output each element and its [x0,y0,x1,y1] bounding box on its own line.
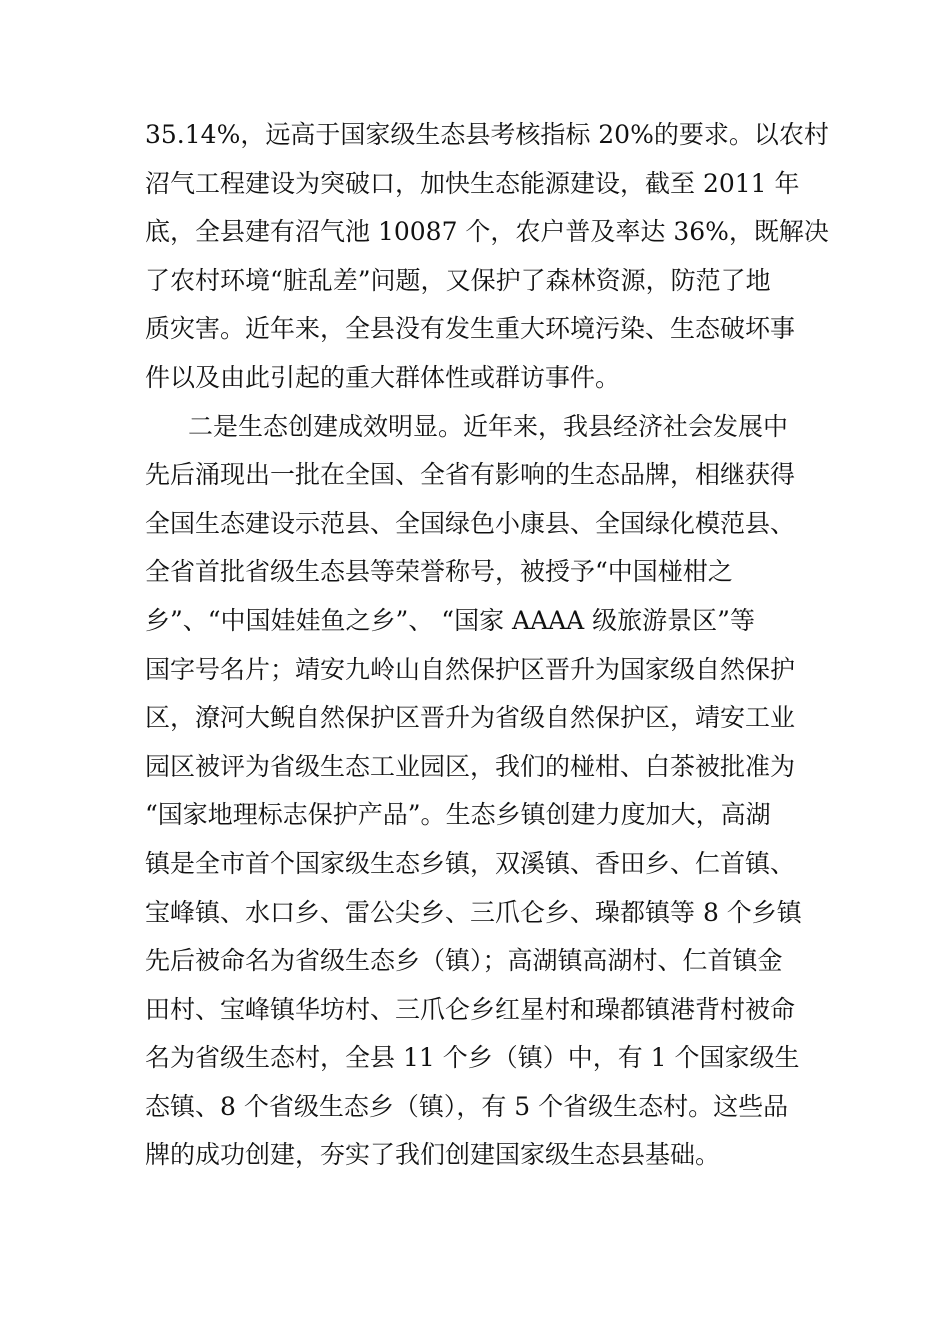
text-line: 先后被命名为省级生态乡（镇）；高湖镇高湖村、仁首镇金 [145,946,783,976]
text-line: 全国生态建设示范县、全国绿色小康县、全国绿化模范县、 [145,508,796,538]
document-body [145,111,829,1180]
text-line: 二是生态创建成效明显。近年来，我县经济社会发展中 [188,411,789,441]
text-line: 国字号名片；靖安九岭山自然保护区晋升为国家级自然保护 [145,654,796,684]
text-line: 质灾害。近年来，全县没有发生重大环境污染、生态破坏事 [145,314,796,344]
text-line: 35.14%，远高于国家级生态县考核指标 20%的要求。以农村 [145,120,829,149]
text-line: “国家地理标志保护产品”。生态乡镇创建力度加大，高湖 [145,800,771,830]
text-line: 宝峰镇、水口乡、雷公尖乡、三爪仑乡、璪都镇等 8 个乡镇 [145,897,802,927]
text-line: 了农村环境“脏乱差”问题，又保护了森林资源，防范了地 [145,265,771,295]
text-line: 区，潦河大鲵自然保护区晋升为省级自然保护区，靖安工业 [145,703,796,733]
text-line: 先后涌现出一批在全国、全省有影响的生态品牌，相继获得 [145,460,796,490]
paragraph-ecological-creation [145,403,810,1181]
text-line: 全省首批省级生态县等荣誉称号，被授予“中国椪柑之 [145,557,733,587]
text-line: 底，全县建有沼气池 10087 个，农户普及率达 36%，既解决 [145,217,829,247]
paragraph-pollution-control [145,111,829,403]
text-line: 田村、宝峰镇华坊村、三爪仑乡红星村和璪都镇港背村被命 [145,994,796,1024]
text-line: 镇是全市首个国家级生态乡镇，双溪镇、香田乡、仁首镇、 [145,848,796,878]
text-line: 沼气工程建设为突破口，加快生态能源建设，截至 2011 年 [145,168,800,198]
text-line: 园区被评为省级生态工业园区，我们的椪柑、白茶被批准为 [145,751,796,781]
text-line: 乡”、“中国娃娃鱼之乡”、 “国家 AAAA 级旅游景区”等 [145,605,755,635]
text-line: 名为省级生态村，全县 11 个乡（镇）中，有 1 个国家级生 [145,1043,800,1073]
text-line: 牌的成功创建，夯实了我们创建国家级生态县基础。 [145,1140,721,1170]
text-line: 件以及由此引起的重大群体性或群访事件。 [145,362,621,392]
text-line: 态镇、8 个省级生态乡（镇），有 5 个省级生态村。这些品 [145,1091,789,1121]
